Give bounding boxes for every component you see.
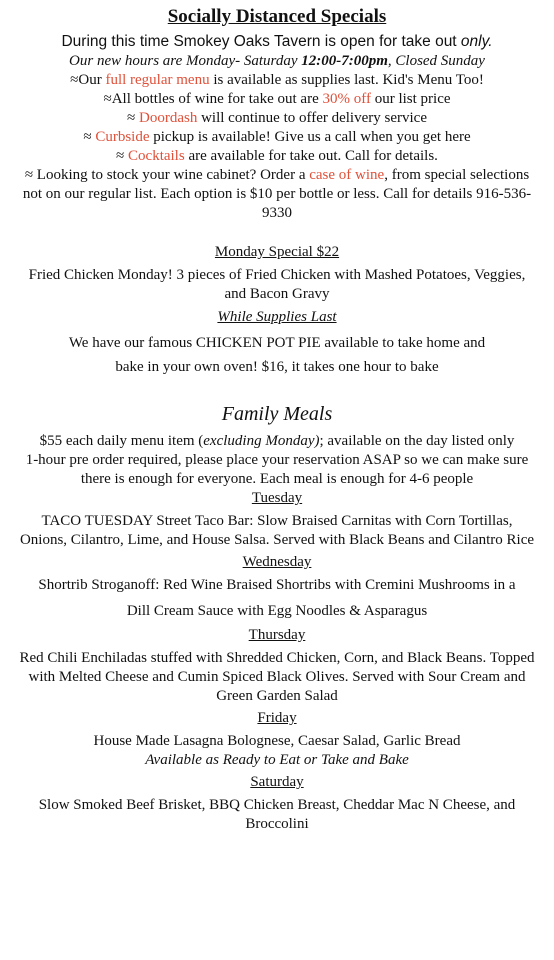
thursday-desc: Red Chili Enchiladas stuffed with Shredded Chicken, Corn, and Black Beans. Topped with Melted Cheese and Cumin Spiced Black Olives. Served with Sour Cream and Green Garden Salad [19, 650, 535, 704]
day-heading-saturday: Saturday [250, 774, 304, 790]
wine-discount: 30% off [322, 91, 371, 107]
potpie-line-2: bake in your own oven! $16, it takes one hour to bake [115, 359, 439, 375]
intro-only: only. [460, 33, 493, 50]
family-preorder: 1-hour pre order required, please place your reservation ASAP so we can make sure there is enough for everyone. Each meal is enough for 4-6 people [25, 452, 529, 487]
monday-heading: Monday Special $22 [214, 244, 340, 260]
bullet-cocktails: ≈ Cocktails are available for take out. Call for details. [116, 148, 438, 164]
doordash-highlight: Doordash [139, 110, 198, 126]
page-title: Socially Distanced Specials [167, 6, 387, 27]
hours-post: , Closed Sunday [387, 53, 485, 69]
bullet-curbside: ≈ Curbside pickup is available! Give us a call when you get here [83, 129, 471, 145]
family-meals-heading: Family Meals [221, 403, 333, 425]
intro-line [18, 32, 536, 52]
potpie-line-1: We have our famous CHICKEN POT PIE available to take home and [68, 335, 486, 351]
cocktails-highlight: Cocktails [128, 148, 185, 164]
wednesday-desc-2: Dill Cream Sauce with Egg Noodles & Asparagus [126, 603, 428, 619]
hours-pre: Our new hours are Monday- Saturday [69, 53, 302, 69]
day-heading-wednesday: Wednesday [242, 554, 312, 570]
hours-time: 12:00-7:00pm [301, 53, 388, 69]
family-price: $55 each daily menu item (excluding Monday); available on the day listed only [39, 433, 515, 449]
spacer [18, 223, 536, 243]
curbside-highlight: Curbside [95, 129, 150, 145]
friday-note: Available as Ready to Eat or Take and Bake [145, 752, 409, 768]
case-of-wine-highlight: case of wine [309, 167, 385, 183]
hours-line [18, 52, 536, 71]
saturday-desc: Slow Smoked Beef Brisket, BBQ Chicken Breast, Cheddar Mac N Cheese, and Broccolini [38, 797, 516, 832]
friday-desc: House Made Lasagna Bolognese, Caesar Salad, Garlic Bread [93, 733, 461, 749]
tuesday-desc: TACO TUESDAY Street Taco Bar: Slow Braised Carnitas with Corn Tortillas, Onions, Cilantro, Lime, and House Salsa. Served with Black Beans and Cilantro Rice [19, 513, 535, 548]
wednesday-desc-1: Shortrib Stroganoff: Red Wine Braised Shortribs with Cremini Mushrooms in a [38, 577, 516, 593]
day-heading-tuesday: Tuesday [251, 490, 303, 506]
supplies-note: While Supplies Last [217, 309, 337, 325]
day-heading-friday: Friday [257, 710, 297, 726]
bullet-doordash: ≈ Doordash will continue to offer delivery service [127, 110, 427, 126]
intro-lead: During this time Smokey Oaks Tavern is [61, 33, 341, 50]
day-heading-thursday: Thursday [248, 627, 306, 643]
bullet-menu: ≈Our full regular menu is available as supplies last. Kid's Menu Too! [70, 72, 484, 88]
monday-desc: Fried Chicken Monday! 3 pieces of Fried Chicken with Mashed Potatoes, Veggies, and Bacon Gravy [28, 267, 526, 302]
bullet-wine: ≈All bottles of wine for take out are 30% off our list price [103, 91, 451, 107]
full-menu-link: full regular menu [105, 72, 210, 88]
spacer [18, 379, 536, 398]
bullet-case-of-wine: ≈ Looking to stock your wine cabinet? Order a case of wine, from special selections not on our regular list. Each option is $10 per bottle or less. Call for details 916-536-9330 [22, 167, 532, 221]
intro-open: open for take out [340, 33, 461, 50]
